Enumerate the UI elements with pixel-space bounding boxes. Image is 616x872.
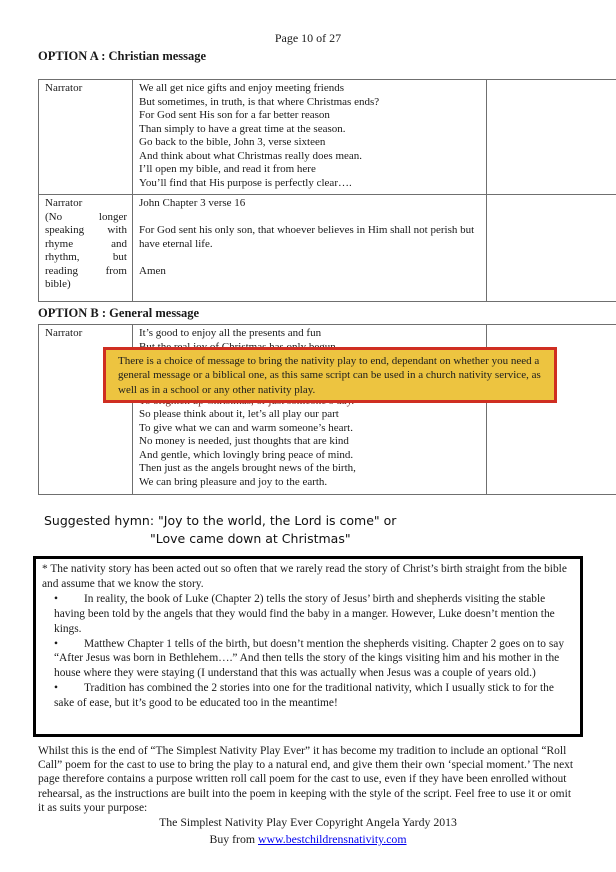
script-line: So please think about it, let’s all play our part <box>139 408 339 420</box>
speaker-cell: Narrator <box>39 325 133 495</box>
script-line: No money is needed, just thoughts that are kind <box>139 435 349 447</box>
buy-link[interactable]: www.bestchildrensnativity.com <box>257 832 407 846</box>
editor-note-callout: There is a choice of message to bring the nativity play to end, dependant on whether you need a general message or a biblical one, as this same script can be used in a church nativity service, as well as in a school or any other nativity play. <box>103 347 557 403</box>
hymn-line-2: "Love came down at Christmas" <box>150 531 351 546</box>
list-item <box>42 592 574 637</box>
table-row <box>39 80 616 195</box>
script-line: For God sent his only son, that whoever believes in Him shall not perish but have eternal life. <box>139 224 475 250</box>
buy-line <box>0 832 616 847</box>
script-line: Amen <box>139 264 166 277</box>
empty-cell <box>487 80 616 195</box>
option-a-table <box>38 79 616 302</box>
empty-cell <box>487 195 616 302</box>
bullet-icon: • <box>54 637 58 650</box>
closing-paragraph: Whilst this is the end of “The Simplest Nativity Play Ever” it has become my tradition to include an optional “Roll Call” poem for the cast to use to bring the play to a natural end, and give them their own ‘special moment.’ The next page therefore contains a purpose written roll call poem for the cast to use, even if they have been enrolled without rehearsal, as the instructions are built into the poem in keeping with the style of the script. Feel free to use it or omit it as suits your purpose: <box>38 745 574 814</box>
nativity-facts-box <box>33 556 583 737</box>
script-line: Then just as the angels brought news of the birth, <box>139 462 356 474</box>
facts-intro: * The nativity story has been acted out so often that we rarely read the story of Christ’s birth straight from the bible and assume that we know the story. <box>42 563 567 590</box>
script-line: We all get nice gifts and enjoy meeting friends <box>139 82 344 94</box>
script-line <box>139 211 481 225</box>
suggested-hymn <box>44 512 584 548</box>
script-line: And think about what Christmas really does mean. <box>139 149 363 162</box>
buy-prefix: Buy from <box>209 832 256 846</box>
script-line: Than simply to have a great time at the season. <box>139 122 346 135</box>
speaker-cell: Narrator <box>39 80 133 195</box>
speaker-name: Narrator <box>45 197 83 209</box>
list-item-text: In reality, the book of Luke (Chapter 2) tells the story of Jesus’ birth and shepherds visiting the stable having been told by the angels that they would find the baby in a manger. However, Luke doesn’t mention the kings. <box>54 592 555 635</box>
dialogue-cell <box>133 80 487 195</box>
list-item <box>42 681 574 711</box>
bullet-icon: • <box>54 592 58 605</box>
list-item <box>42 637 574 682</box>
script-line: And gentle, which lovingly bring peace of mind. <box>139 448 354 461</box>
script-line <box>139 251 481 265</box>
speaker-note: (No longer speaking with rhyme and rhythm, but reading from bible) <box>45 210 127 290</box>
hymn-line-1: Suggested hymn: "Joy to the world, the Lord is come" or <box>44 513 397 528</box>
dialogue-cell <box>133 195 487 302</box>
page-number: Page 10 of 27 <box>274 31 342 45</box>
script-line: You’ll find that His purpose is perfectly clear…. <box>139 176 352 189</box>
bullet-icon: • <box>54 682 58 695</box>
script-line: We can bring pleasure and joy to the earth. <box>139 475 328 488</box>
script-line: For God sent His son for a far better reason <box>139 109 330 121</box>
list-item-text: Tradition has combined the 2 stories into one for the traditional nativity, which I usually stick to for the sake of ease, but it’s good to be educated too in the meantime! <box>54 682 554 710</box>
script-line: I’ll open my bible, and read it from here <box>139 163 316 175</box>
script-line: It’s good to enjoy all the presents and fun <box>139 327 322 339</box>
script-line: To give what we can and warm someone’s heart. <box>139 421 353 434</box>
script-line: But sometimes, in truth, is that where Christmas ends? <box>139 95 380 108</box>
option-b-heading: OPTION B : General message <box>38 306 200 320</box>
option-a-heading: OPTION A : Christian message <box>38 49 207 63</box>
script-line: John Chapter 3 verse 16 <box>139 197 246 209</box>
script-line: Go back to the bible, John 3, verse sixteen <box>139 136 326 148</box>
list-item-text: Matthew Chapter 1 tells of the birth, but doesn’t mention the shepherds visiting. Chapter 2 goes on to say “After Jesus was born in Bethlehem….” And then tells the story of the kings visiting him and his mother in the house where they were staying (I understand that this was actually when Jesus was a couple of years old.) <box>54 637 565 680</box>
copyright-line: The Simplest Nativity Play Ever Copyright Angela Yardy 2013 <box>159 815 457 829</box>
speaker-cell <box>39 195 133 302</box>
table-row <box>39 195 616 302</box>
